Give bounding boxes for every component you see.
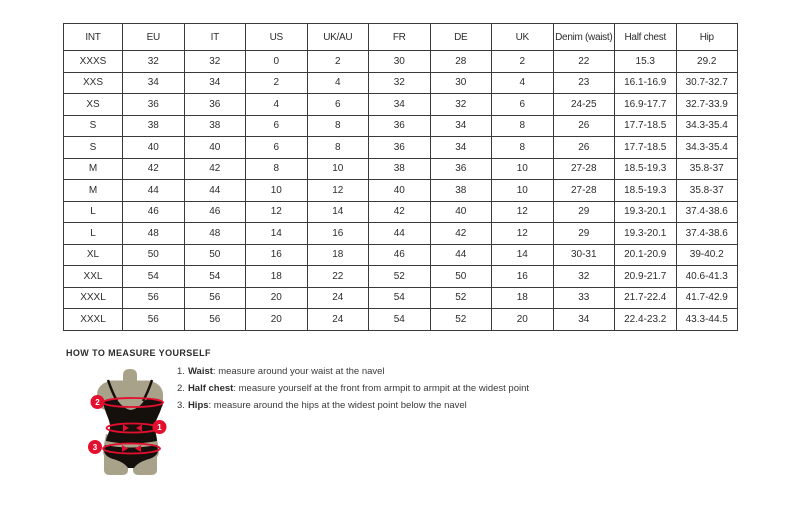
value-cell: 16.1-16.9 xyxy=(615,72,677,94)
value-cell: 20.1-20.9 xyxy=(615,244,677,266)
value-cell: 14 xyxy=(246,223,308,245)
hip-marker-number: 3 xyxy=(92,443,98,452)
value-cell: 2 xyxy=(307,51,369,73)
value-cell: 2 xyxy=(492,51,554,73)
mannequin-illustration xyxy=(86,368,186,482)
value-cell: 32.7-33.9 xyxy=(676,94,738,116)
table-row xyxy=(64,309,738,331)
value-cell: 52 xyxy=(430,309,492,331)
value-cell: 38 xyxy=(123,115,185,137)
value-cell: 20.9-21.7 xyxy=(615,266,677,288)
column-header: Hip xyxy=(676,24,738,51)
table-row xyxy=(64,201,738,223)
column-header: FR xyxy=(369,24,431,51)
value-cell: 32 xyxy=(430,94,492,116)
value-cell: 42 xyxy=(369,201,431,223)
value-cell: 29 xyxy=(553,201,615,223)
value-cell: 56 xyxy=(123,287,185,309)
table-body xyxy=(64,51,738,331)
value-cell: 14 xyxy=(492,244,554,266)
size-cell: XXL xyxy=(64,266,123,288)
value-cell: 24 xyxy=(307,287,369,309)
step-text: : measure around your waist at the navel xyxy=(212,366,385,377)
size-cell: M xyxy=(64,158,123,180)
value-cell: 21.7-22.4 xyxy=(615,287,677,309)
value-cell: 16.9-17.7 xyxy=(615,94,677,116)
value-cell: 27-28 xyxy=(553,158,615,180)
measure-step-half-chest xyxy=(177,380,529,397)
value-cell: 30-31 xyxy=(553,244,615,266)
value-cell: 32 xyxy=(369,72,431,94)
column-header: INT xyxy=(64,24,123,51)
value-cell: 36 xyxy=(369,115,431,137)
value-cell: 30.7-32.7 xyxy=(676,72,738,94)
header-row xyxy=(64,24,738,51)
value-cell: 24 xyxy=(307,309,369,331)
value-cell: 52 xyxy=(369,266,431,288)
value-cell: 16 xyxy=(307,223,369,245)
value-cell: 36 xyxy=(123,94,185,116)
value-cell: 38 xyxy=(430,180,492,202)
value-cell: 40 xyxy=(430,201,492,223)
value-cell: 32 xyxy=(123,51,185,73)
value-cell: 19.3-20.1 xyxy=(615,201,677,223)
size-cell: S xyxy=(64,115,123,137)
value-cell: 42 xyxy=(430,223,492,245)
value-cell: 56 xyxy=(184,309,246,331)
value-cell: 4 xyxy=(492,72,554,94)
value-cell: 24-25 xyxy=(553,94,615,116)
value-cell: 34 xyxy=(430,115,492,137)
value-cell: 41.7-42.9 xyxy=(676,287,738,309)
value-cell: 20 xyxy=(246,287,308,309)
value-cell: 37.4-38.6 xyxy=(676,201,738,223)
value-cell: 54 xyxy=(369,287,431,309)
value-cell: 34 xyxy=(369,94,431,116)
value-cell: 34.3-35.4 xyxy=(676,115,738,137)
value-cell: 50 xyxy=(123,244,185,266)
value-cell: 8 xyxy=(492,115,554,137)
value-cell: 14 xyxy=(307,201,369,223)
value-cell: 44 xyxy=(369,223,431,245)
value-cell: 34 xyxy=(553,309,615,331)
size-cell: L xyxy=(64,223,123,245)
value-cell: 40 xyxy=(184,137,246,159)
value-cell: 17.7-18.5 xyxy=(615,115,677,137)
value-cell: 26 xyxy=(553,137,615,159)
value-cell: 50 xyxy=(184,244,246,266)
value-cell: 22 xyxy=(307,266,369,288)
value-cell: 34 xyxy=(430,137,492,159)
value-cell: 16 xyxy=(492,266,554,288)
size-cell: XS xyxy=(64,94,123,116)
step-number: 2. xyxy=(177,383,185,394)
value-cell: 48 xyxy=(123,223,185,245)
size-cell: S xyxy=(64,137,123,159)
value-cell: 2 xyxy=(246,72,308,94)
value-cell: 33 xyxy=(553,287,615,309)
value-cell: 28 xyxy=(430,51,492,73)
table-row xyxy=(64,51,738,73)
value-cell: 6 xyxy=(307,94,369,116)
size-cell: XXXS xyxy=(64,51,123,73)
value-cell: 34.3-35.4 xyxy=(676,137,738,159)
step-number: 3. xyxy=(177,400,185,411)
chest-marker-number: 2 xyxy=(95,398,100,407)
value-cell: 19.3-20.1 xyxy=(615,223,677,245)
size-cell: XL xyxy=(64,244,123,266)
value-cell: 36 xyxy=(184,94,246,116)
column-header: US xyxy=(246,24,308,51)
value-cell: 36 xyxy=(369,137,431,159)
measure-step-hips xyxy=(177,397,529,414)
table-row xyxy=(64,137,738,159)
value-cell: 44 xyxy=(123,180,185,202)
table-row xyxy=(64,244,738,266)
table-row xyxy=(64,94,738,116)
section-heading: HOW TO MEASURE YOURSELF xyxy=(66,348,211,358)
table-row xyxy=(64,223,738,245)
value-cell: 10 xyxy=(492,158,554,180)
waist-marker-badge xyxy=(153,420,167,434)
column-header: UK xyxy=(492,24,554,51)
value-cell: 18.5-19.3 xyxy=(615,158,677,180)
table-row xyxy=(64,287,738,309)
value-cell: 40 xyxy=(369,180,431,202)
value-cell: 42 xyxy=(123,158,185,180)
value-cell: 32 xyxy=(553,266,615,288)
value-cell: 36 xyxy=(430,158,492,180)
value-cell: 8 xyxy=(246,158,308,180)
value-cell: 17.7-18.5 xyxy=(615,137,677,159)
size-cell: L xyxy=(64,201,123,223)
step-label: Half chest xyxy=(187,383,234,394)
value-cell: 46 xyxy=(184,201,246,223)
value-cell: 4 xyxy=(246,94,308,116)
value-cell: 10 xyxy=(246,180,308,202)
value-cell: 54 xyxy=(184,266,246,288)
size-chart-table xyxy=(63,23,738,331)
value-cell: 18 xyxy=(246,266,308,288)
value-cell: 42 xyxy=(184,158,246,180)
value-cell: 16 xyxy=(246,244,308,266)
measure-steps xyxy=(177,363,529,414)
table-row xyxy=(64,158,738,180)
value-cell: 30 xyxy=(369,51,431,73)
value-cell: 12 xyxy=(246,201,308,223)
value-cell: 38 xyxy=(369,158,431,180)
value-cell: 8 xyxy=(307,115,369,137)
size-cell: XXS xyxy=(64,72,123,94)
value-cell: 56 xyxy=(184,287,246,309)
value-cell: 38 xyxy=(184,115,246,137)
value-cell: 12 xyxy=(307,180,369,202)
column-header: DE xyxy=(430,24,492,51)
measure-step-waist xyxy=(177,363,529,380)
value-cell: 29 xyxy=(553,223,615,245)
value-cell: 46 xyxy=(369,244,431,266)
value-cell: 50 xyxy=(430,266,492,288)
column-header: EU xyxy=(123,24,185,51)
value-cell: 30 xyxy=(430,72,492,94)
value-cell: 37.4-38.6 xyxy=(676,223,738,245)
value-cell: 35.8-37 xyxy=(676,180,738,202)
value-cell: 26 xyxy=(553,115,615,137)
value-cell: 44 xyxy=(430,244,492,266)
value-cell: 54 xyxy=(123,266,185,288)
value-cell: 10 xyxy=(307,158,369,180)
value-cell: 34 xyxy=(123,72,185,94)
value-cell: 29.2 xyxy=(676,51,738,73)
size-cell: M xyxy=(64,180,123,202)
chest-marker-badge xyxy=(91,395,105,409)
value-cell: 8 xyxy=(492,137,554,159)
value-cell: 22 xyxy=(553,51,615,73)
mannequin-neck xyxy=(120,369,140,390)
value-cell: 32 xyxy=(184,51,246,73)
value-cell: 10 xyxy=(492,180,554,202)
value-cell: 34 xyxy=(184,72,246,94)
column-header: UK/AU xyxy=(307,24,369,51)
column-header: Half chest xyxy=(615,24,677,51)
table-row xyxy=(64,115,738,137)
value-cell: 46 xyxy=(123,201,185,223)
table-header xyxy=(64,24,738,51)
column-header: IT xyxy=(184,24,246,51)
value-cell: 8 xyxy=(307,137,369,159)
value-cell: 40.6-41.3 xyxy=(676,266,738,288)
mannequin-svg xyxy=(86,368,186,482)
value-cell: 6 xyxy=(492,94,554,116)
value-cell: 18 xyxy=(492,287,554,309)
value-cell: 44 xyxy=(184,180,246,202)
value-cell: 6 xyxy=(246,115,308,137)
step-label: Waist xyxy=(187,366,213,377)
value-cell: 6 xyxy=(246,137,308,159)
value-cell: 4 xyxy=(307,72,369,94)
value-cell: 54 xyxy=(369,309,431,331)
value-cell: 20 xyxy=(492,309,554,331)
value-cell: 23 xyxy=(553,72,615,94)
value-cell: 27-28 xyxy=(553,180,615,202)
step-text: : measure yourself at the front from armpit to armpit at the widest point xyxy=(233,383,530,394)
value-cell: 48 xyxy=(184,223,246,245)
value-cell: 20 xyxy=(246,309,308,331)
value-cell: 35.8-37 xyxy=(676,158,738,180)
hip-marker-badge xyxy=(88,440,102,454)
value-cell: 56 xyxy=(123,309,185,331)
table-row xyxy=(64,266,738,288)
value-cell: 22.4-23.2 xyxy=(615,309,677,331)
value-cell: 0 xyxy=(246,51,308,73)
value-cell: 15.3 xyxy=(615,51,677,73)
value-cell: 52 xyxy=(430,287,492,309)
value-cell: 18 xyxy=(307,244,369,266)
step-label: Hips xyxy=(187,400,209,411)
value-cell: 40 xyxy=(123,137,185,159)
table-row xyxy=(64,72,738,94)
value-cell: 39-40.2 xyxy=(676,244,738,266)
step-number: 1. xyxy=(177,366,185,377)
waist-marker-number: 1 xyxy=(157,423,162,432)
size-cell: XXXL xyxy=(64,309,123,331)
step-text: : measure around the hips at the widest point below the navel xyxy=(208,400,467,411)
value-cell: 43.3-44.5 xyxy=(676,309,738,331)
column-header: Denim (waist) xyxy=(553,24,615,51)
table-row xyxy=(64,180,738,202)
value-cell: 12 xyxy=(492,201,554,223)
value-cell: 12 xyxy=(492,223,554,245)
value-cell: 18.5-19.3 xyxy=(615,180,677,202)
size-cell: XXXL xyxy=(64,287,123,309)
